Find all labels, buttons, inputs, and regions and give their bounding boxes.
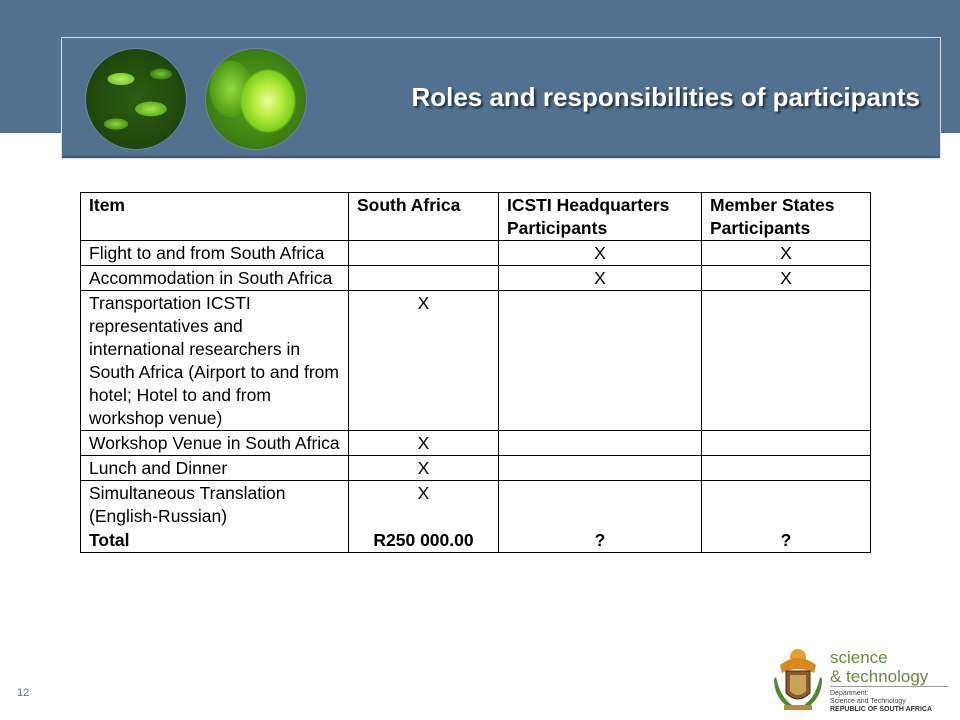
cell-icsti — [499, 291, 702, 431]
cell-south-africa: X — [349, 481, 499, 529]
table-total-row — [81, 528, 871, 553]
table-row — [81, 241, 871, 266]
cell-member-states: X — [702, 241, 871, 266]
slide-title: Roles and responsibilities of participants — [411, 82, 920, 112]
column-header-item: Item — [81, 193, 349, 241]
table-row — [81, 481, 871, 529]
logo-department: Department: — [830, 690, 869, 697]
cell-icsti — [499, 431, 702, 456]
total-label: Total — [81, 528, 349, 553]
table-header-row — [81, 193, 871, 241]
cell-south-africa — [349, 241, 499, 266]
table-row — [81, 291, 871, 431]
cell-member-states: X — [702, 266, 871, 291]
logo-dept-name: Science and Technology — [830, 698, 906, 705]
cell-member-states — [702, 431, 871, 456]
cell-member-states — [702, 291, 871, 431]
header-divider — [62, 156, 940, 158]
cell-item: Simultaneous Translation (English-Russian) — [81, 481, 349, 529]
cell-south-africa: X — [349, 291, 499, 431]
column-header-south-africa: South Africa — [349, 193, 499, 241]
column-header-member-states: Member States Participants — [702, 193, 871, 241]
cell-icsti — [499, 481, 702, 529]
logo-divider — [830, 686, 948, 687]
column-header-icsti: ICSTI Headquarters Participants — [499, 193, 702, 241]
table-row — [81, 266, 871, 291]
logo-technology: & technology — [830, 667, 929, 686]
coat-of-arms-icon — [770, 647, 826, 713]
cell-member-states — [702, 456, 871, 481]
cell-item: Workshop Venue in South Africa — [81, 431, 349, 456]
leaf-image-left — [86, 49, 186, 149]
cell-south-africa: X — [349, 431, 499, 456]
cell-icsti: X — [499, 241, 702, 266]
leaf-image-right — [206, 49, 306, 149]
cell-icsti: X — [499, 266, 702, 291]
total-south-africa: R250 000.00 — [349, 528, 499, 553]
cell-south-africa — [349, 266, 499, 291]
cell-south-africa: X — [349, 456, 499, 481]
responsibilities-table — [80, 192, 871, 553]
cell-item: Lunch and Dinner — [81, 456, 349, 481]
total-member-states: ? — [702, 528, 871, 553]
cell-icsti — [499, 456, 702, 481]
table-row — [81, 431, 871, 456]
logo-science: science — [830, 648, 888, 667]
slide-number: 12 — [17, 687, 30, 699]
table-row — [81, 456, 871, 481]
cell-item: Transportation ICSTI representatives and international researchers in South Africa (Airport to and from hotel; Hotel to and from workshop venue) — [81, 291, 349, 431]
cell-item: Flight to and from South Africa — [81, 241, 349, 266]
cell-item: Accommodation in South Africa — [81, 266, 349, 291]
logo-country: REPUBLIC OF SOUTH AFRICA — [830, 706, 933, 713]
dst-logo — [770, 645, 950, 715]
total-icsti: ? — [499, 528, 702, 553]
cell-member-states — [702, 481, 871, 529]
